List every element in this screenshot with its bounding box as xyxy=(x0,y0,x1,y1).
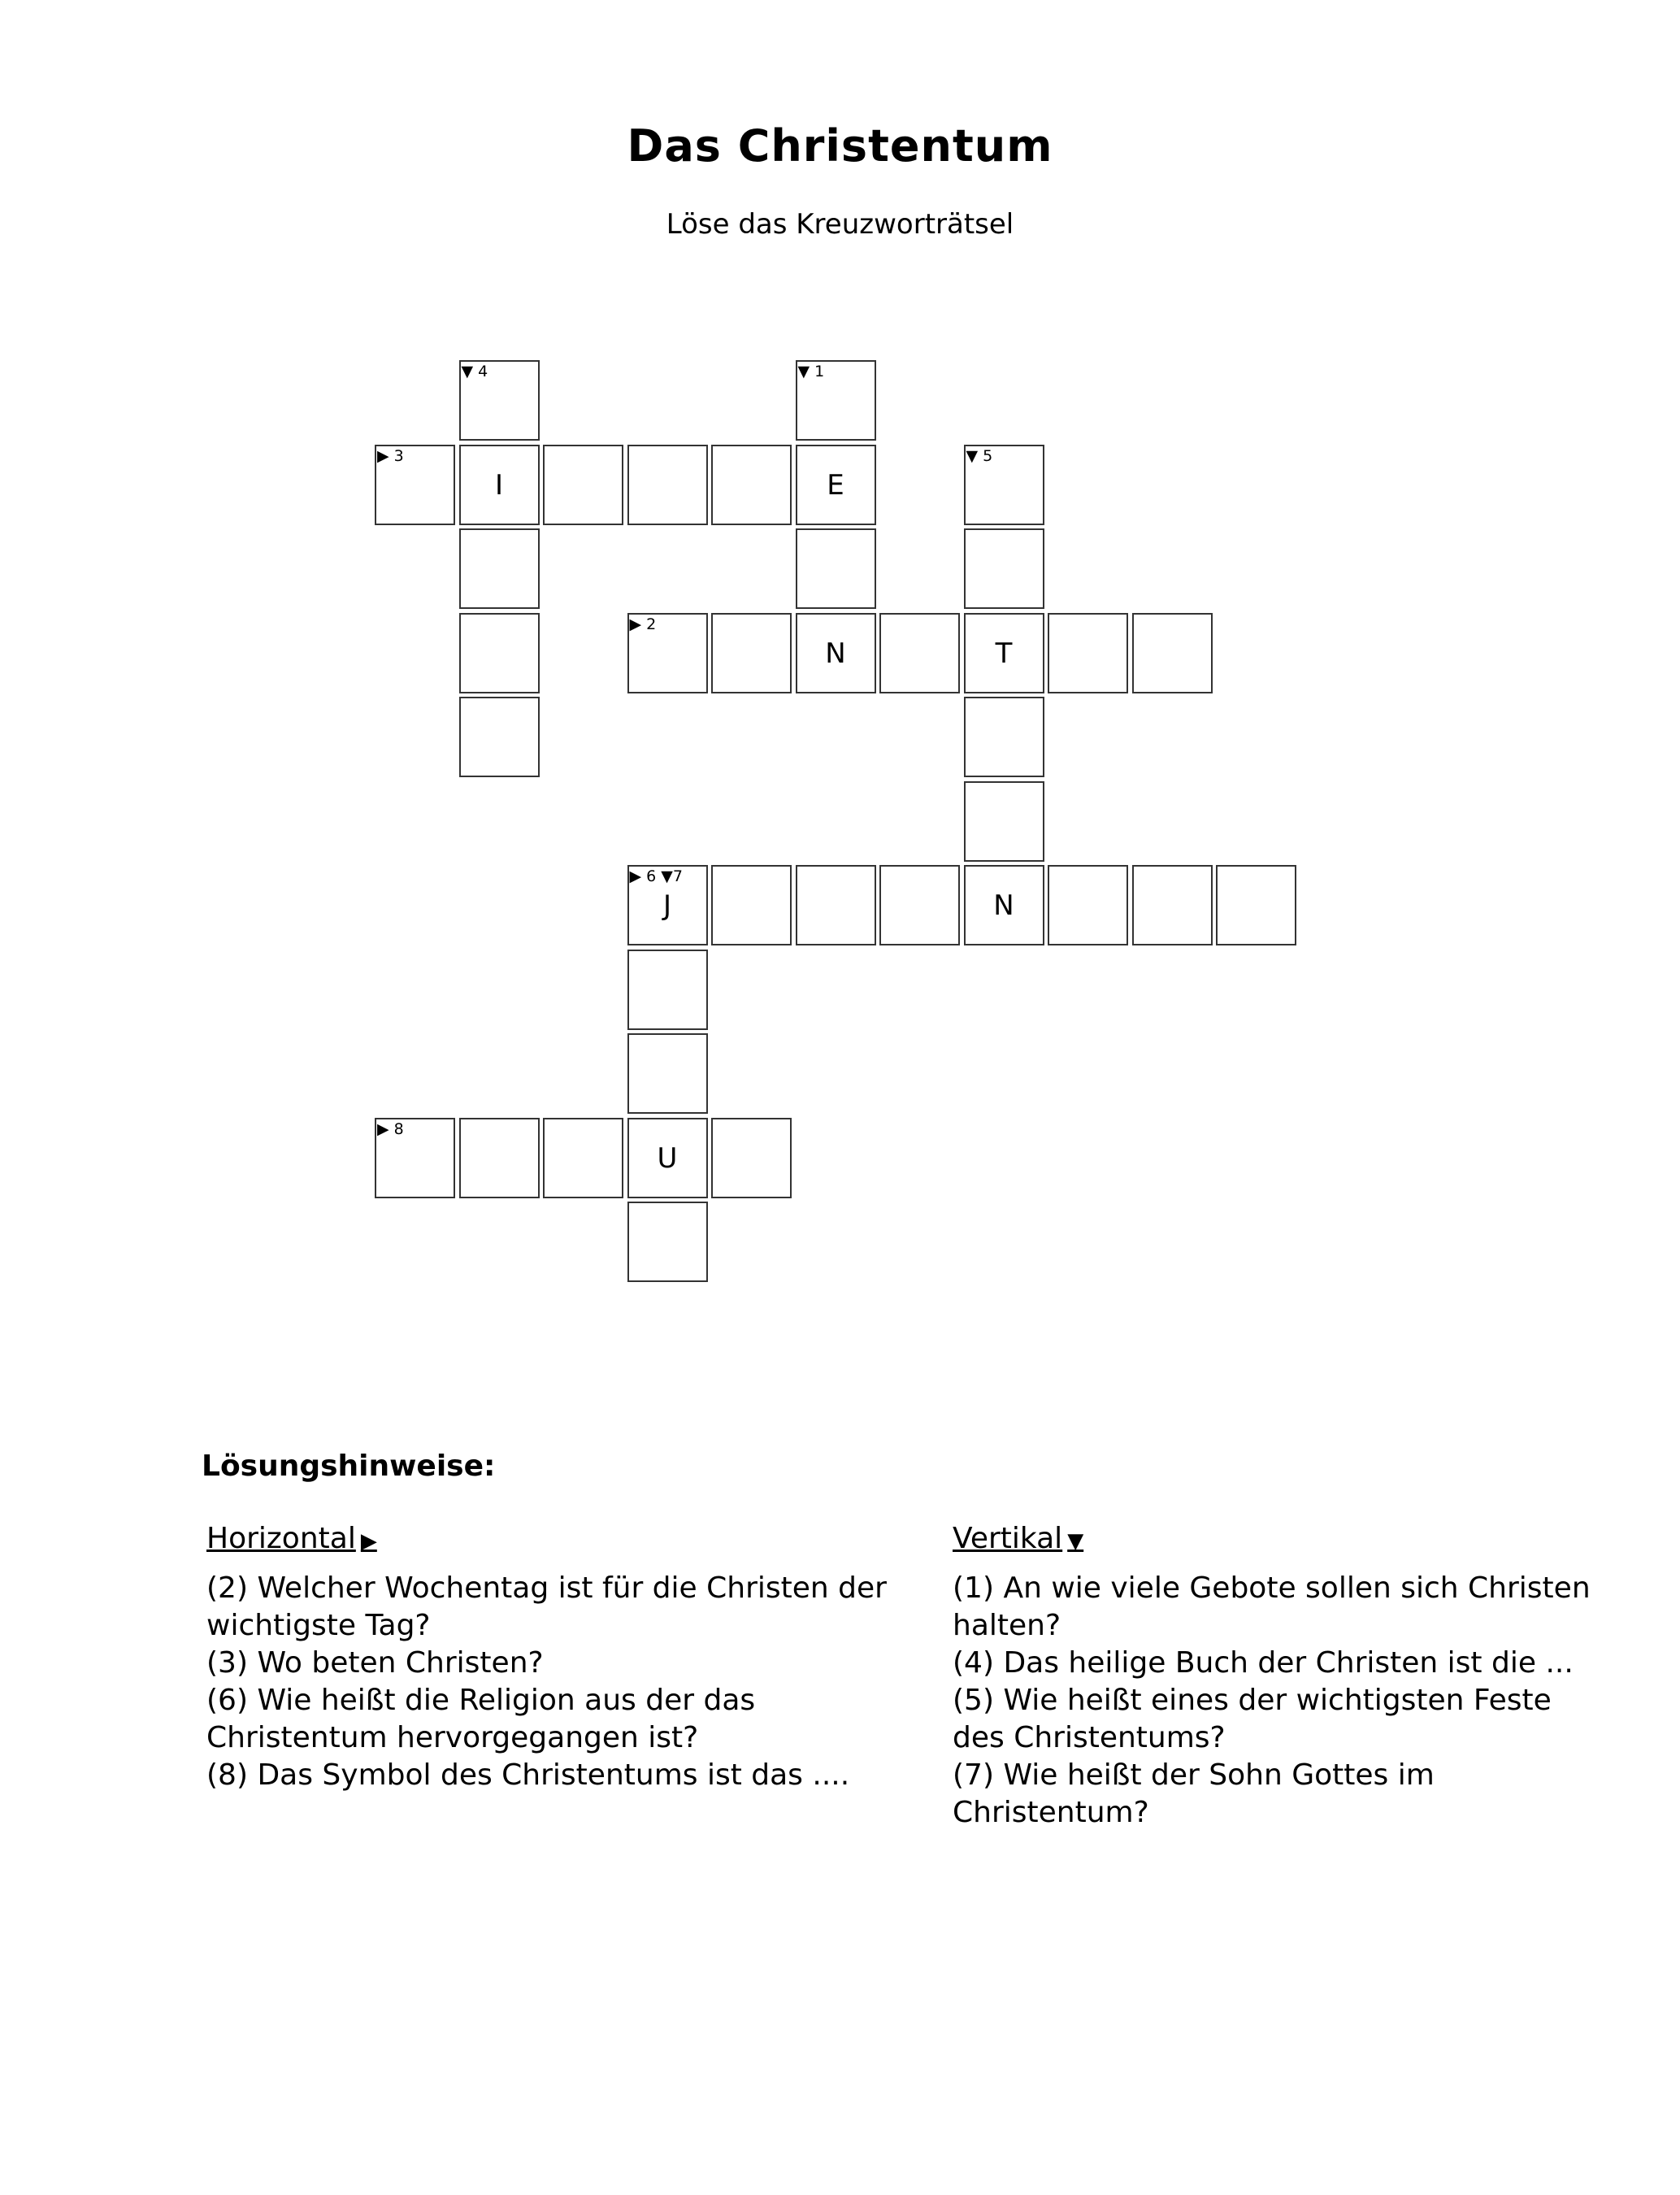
horizontal-heading xyxy=(206,1520,377,1560)
cell-letter: N xyxy=(825,637,846,670)
cell-clue-number: ▶ 2 xyxy=(629,615,657,633)
crossword-cell[interactable] xyxy=(964,613,1044,693)
crossword-cell[interactable] xyxy=(459,1118,540,1198)
crossword-cell[interactable] xyxy=(1048,613,1128,693)
crossword-cell[interactable] xyxy=(627,613,708,693)
clue-vertical-7: (7) Wie heißt der Sohn Gottes im Christentum? xyxy=(953,1758,1435,1829)
crossword-cell[interactable] xyxy=(627,1202,708,1282)
crossword-cell[interactable] xyxy=(796,528,876,609)
clue-vertical-1: (1) An wie viele Gebote sollen sich Christen halten? xyxy=(953,1571,1591,1642)
crossword-cell[interactable] xyxy=(627,865,708,945)
down-arrow-icon: ▼ xyxy=(1067,1529,1084,1554)
crossword-cell[interactable] xyxy=(1216,865,1296,945)
hints-heading: Lösungshinweise: xyxy=(202,1450,496,1483)
crossword-cell[interactable] xyxy=(1048,865,1128,945)
crossword-cell[interactable] xyxy=(711,1118,792,1198)
page-title: Das Christentum xyxy=(627,120,1053,172)
cell-clue-number: ▶ 3 xyxy=(377,446,404,465)
crossword-cell[interactable] xyxy=(711,445,792,525)
clue-horizontal-2: (2) Welcher Wochentag ist für die Christen der wichtigste Tag? xyxy=(206,1571,887,1642)
crossword-cell[interactable] xyxy=(964,781,1044,862)
crossword-cell[interactable] xyxy=(964,865,1044,945)
crossword-cell[interactable] xyxy=(459,528,540,609)
crossword-cell[interactable] xyxy=(711,613,792,693)
clue-horizontal-8: (8) Das Symbol des Christentums ist das .... xyxy=(206,1758,850,1792)
clue-vertical-4: (4) Das heilige Buch der Christen ist die ... xyxy=(953,1646,1574,1680)
vertical-label: Vertikal xyxy=(953,1522,1063,1555)
horizontal-label: Horizontal xyxy=(206,1522,356,1555)
cell-clue-number: ▶ 6 ▼7 xyxy=(629,867,683,885)
crossword-cell[interactable] xyxy=(627,950,708,1030)
vertical-heading xyxy=(953,1520,1083,1560)
crossword-cell[interactable] xyxy=(796,613,876,693)
cell-letter: I xyxy=(494,468,504,502)
cell-letter: N xyxy=(993,889,1014,922)
clue-horizontal-6: (6) Wie heißt die Religion aus der das Christentum hervorgegangen ist? xyxy=(206,1684,756,1754)
right-arrow-icon: ▶ xyxy=(360,1529,377,1554)
crossword-cell[interactable] xyxy=(543,445,623,525)
crossword-cell[interactable] xyxy=(1132,613,1213,693)
cell-clue-number: ▶ 8 xyxy=(377,1119,404,1138)
cell-letter: U xyxy=(657,1141,678,1175)
crossword-cell[interactable] xyxy=(796,865,876,945)
cell-letter: T xyxy=(995,637,1013,670)
cell-clue-number: ▼ 1 xyxy=(797,363,825,380)
crossword-cell[interactable] xyxy=(796,360,876,441)
crossword-cell[interactable] xyxy=(375,1118,455,1198)
clue-horizontal-3: (3) Wo beten Christen? xyxy=(206,1646,544,1680)
crossword-cell[interactable] xyxy=(627,445,708,525)
crossword-cell[interactable] xyxy=(879,613,960,693)
crossword-cell[interactable] xyxy=(627,1033,708,1114)
crossword-cell[interactable] xyxy=(964,528,1044,609)
vertical-clues xyxy=(953,1520,1603,1832)
crossword-cell[interactable] xyxy=(879,865,960,945)
crossword-cell[interactable] xyxy=(459,697,540,777)
crossword-cell[interactable] xyxy=(1132,865,1213,945)
page-subtitle: Löse das Kreuzworträtsel xyxy=(666,208,1014,241)
clue-vertical-5: (5) Wie heißt eines der wichtigsten Feste des Christentums? xyxy=(953,1684,1552,1754)
crossword-cell[interactable] xyxy=(627,1118,708,1198)
crossword-cell[interactable] xyxy=(459,613,540,693)
crossword-cell[interactable] xyxy=(711,865,792,945)
cell-clue-number: ▼ 5 xyxy=(966,446,993,465)
crossword-cell[interactable] xyxy=(796,445,876,525)
crossword-cell[interactable] xyxy=(964,697,1044,777)
crossword-cell[interactable] xyxy=(459,360,540,441)
horizontal-clues xyxy=(206,1520,922,1794)
crossword-cell[interactable] xyxy=(964,445,1044,525)
crossword-cell[interactable] xyxy=(543,1118,623,1198)
cell-letter: J xyxy=(662,889,672,922)
cell-letter: E xyxy=(827,468,844,502)
crossword-cell[interactable] xyxy=(375,445,455,525)
crossword-cell[interactable] xyxy=(459,445,540,525)
cell-clue-number: ▼ 4 xyxy=(461,363,488,380)
